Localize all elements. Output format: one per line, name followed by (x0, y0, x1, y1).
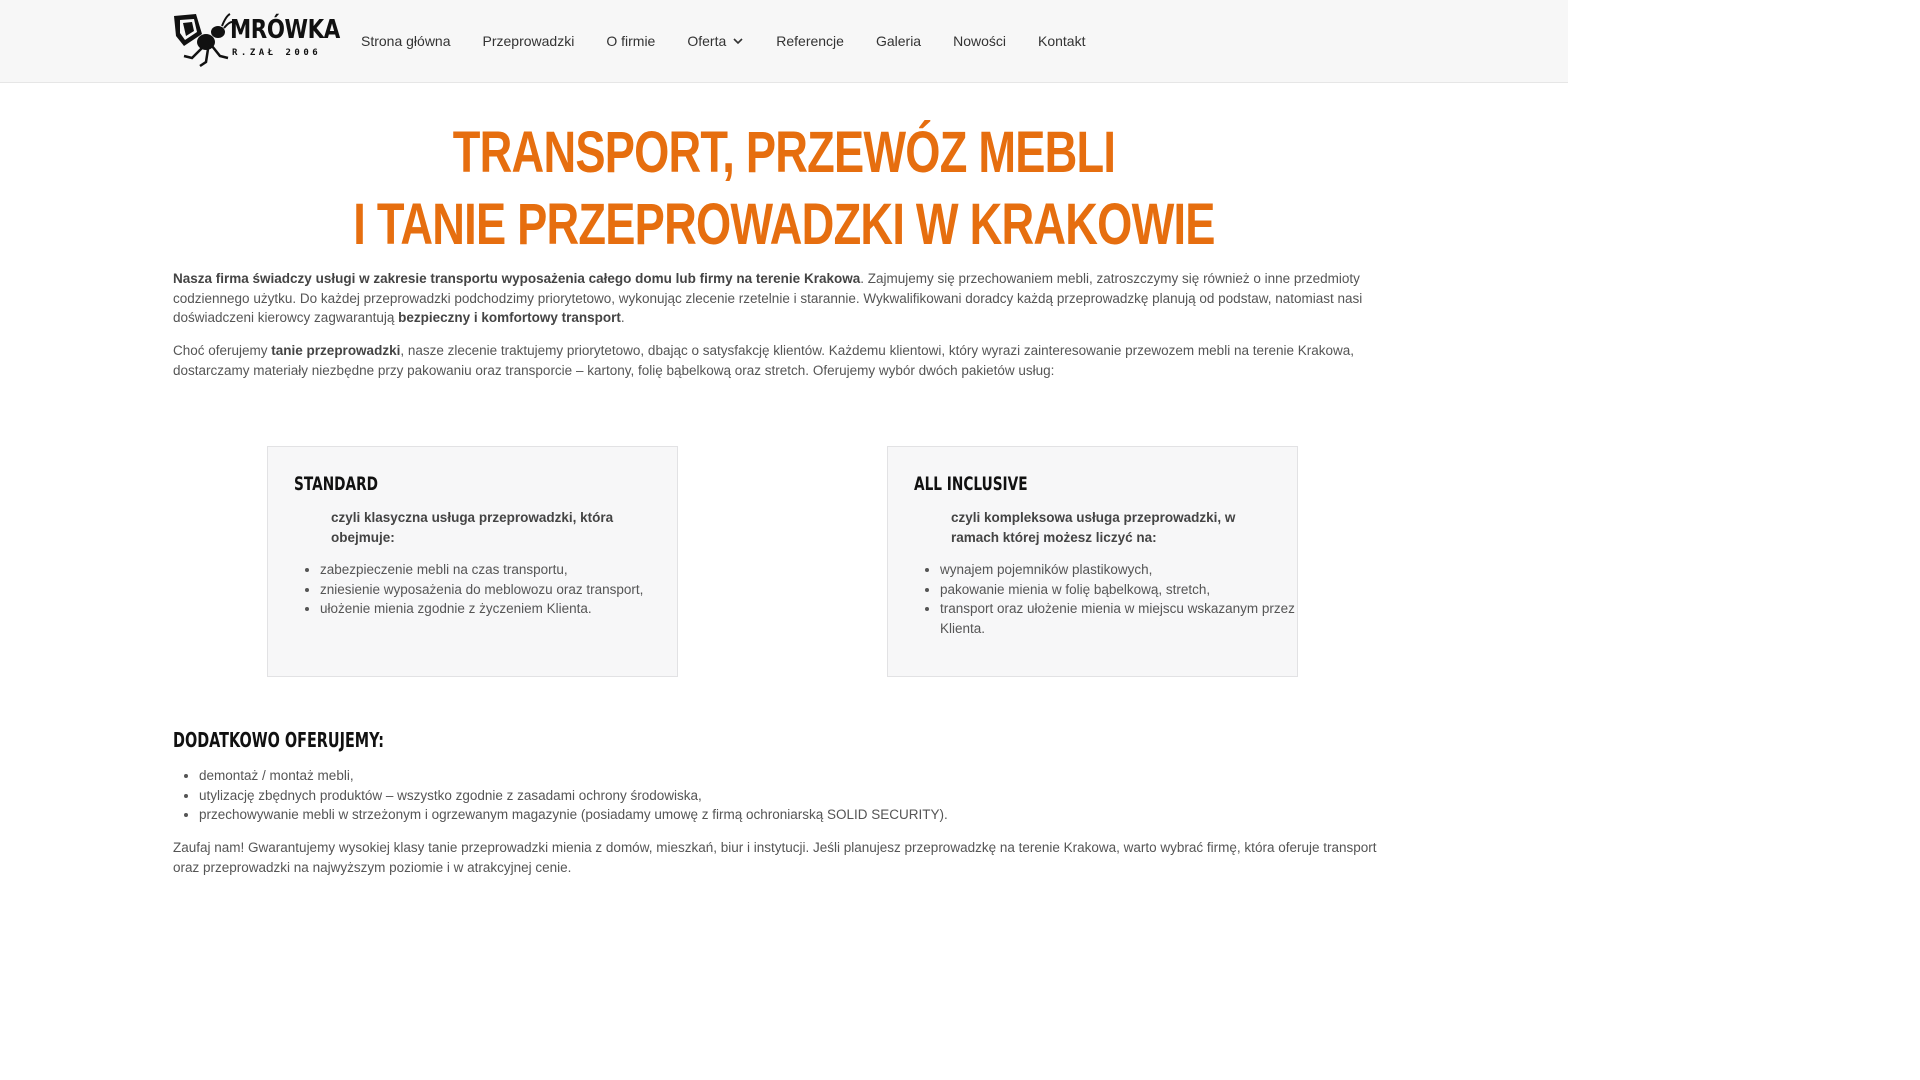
page-title-line-1: TRANSPORT, PRZEWÓZ MEBLI (452, 120, 1116, 185)
nav-item-oferta[interactable] (671, 33, 760, 49)
logo-name: MRÓWKA (230, 15, 340, 45)
extras-title: DODATKOWO OFERUJEMY: (173, 728, 385, 752)
list-item: • transport oraz ułożenie mienia w miejscu wskazanym przez Klienta. (940, 599, 1295, 638)
nav-item-label: Nowości (953, 33, 1006, 49)
list-item: • demontaż / montaż mebli, (199, 766, 948, 786)
nav-item-label: Oferta (687, 33, 727, 49)
intro-text: . (620, 310, 625, 326)
package-list (320, 560, 675, 619)
package-title: ALL INCLUSIVE (914, 473, 1028, 495)
intro-paragraph-1 (173, 269, 1395, 328)
extras-list (199, 766, 948, 825)
nav-item-label: Referencje (776, 33, 844, 49)
nav-item-label: Kontakt (1038, 33, 1086, 49)
ant-logo-icon (172, 12, 232, 68)
nav-item-label: Galeria (875, 33, 922, 49)
list-item: • zabezpieczenie mebli na czas transportu, (320, 560, 675, 580)
package-list (940, 560, 1295, 638)
main-nav (345, 0, 1101, 82)
main-content (173, 83, 1395, 875)
intro-bold-text: Nasza firma świadczy usługi w zakresie transportu wyposażenia całego domu lub firmy na terenie Krakowa (173, 271, 861, 286)
nav-item-referencje[interactable] (760, 33, 860, 49)
nav-item-kontakt[interactable] (1022, 33, 1101, 49)
list-item: • zniesienie wyposażenia do meblowozu oraz transport, (320, 580, 675, 600)
logo-subtitle: R.ZAŁ 2006 (232, 48, 322, 58)
site-logo[interactable] (172, 12, 340, 68)
package-title: STANDARD (294, 473, 378, 495)
nav-item-label: Przeprowadzki (482, 33, 575, 49)
intro-text: . Zajmujemy się przechowaniem mebli, zatroszczymy się również o inne przedmioty codziennego użytku. Do każdej przeprowadzki podchodzimy priorytetowo, wykonując zlecenie rzetelnie i starannie. Wykwalifikowani doradcy każdą przeprowadzkę planują od podstaw, natomiast nasi doświadczeni kierowcy zagwarantują (173, 271, 1363, 326)
intro-bold-text: tanie przeprowadzki (271, 343, 401, 358)
package-standard (267, 446, 678, 677)
list-item: • utylizację zbędnych produktów – wszystko zgodnie z zasadami ochrony środowiska, (199, 786, 948, 806)
page-title-line-2: I TANIE PRZEPROWADZKI W KRAKOWIE (353, 192, 1215, 257)
list-item: • ułożenie mienia zgodnie z życzeniem Klienta. (320, 599, 675, 619)
package-all-inclusive (887, 446, 1298, 677)
intro-text: , nasze zlecenie traktujemy priorytetowo, dbając o satysfakcję klientów. Każdemu klientowi, który wyrazi zainteresowanie przewozem mebli na terenie Krakowa, dostarczamy materiały niezbędne przy pakowaniu oraz transporcie – kartony, folię bąbelkową oraz stretch. Oferujemy wybór dwóch pakietów usług: (173, 343, 1355, 378)
nav-item-strona-glowna[interactable] (345, 33, 467, 49)
list-item: • wynajem pojemników plastikowych, (940, 560, 1295, 580)
site-header (0, 0, 1568, 83)
package-lead: czyli kompleksowa usługa przeprowadzki, w ramach której możesz liczyć na: (951, 510, 1236, 545)
list-item: • przechowywanie mebli w strzeżonym i ogrzewanym magazynie (posiadamy umowę z firmą ochroniarską SOLID SECURITY). (199, 805, 948, 825)
intro-bold-text: bezpieczny i komfortowy transport (398, 310, 621, 326)
chevron-down-icon (732, 35, 744, 47)
list-item: • pakowanie mienia w folię bąbelkową, stretch, (940, 580, 1295, 600)
nav-item-galeria[interactable] (860, 33, 937, 49)
intro-text: Choć oferujemy (173, 343, 272, 358)
intro-paragraph-2 (173, 341, 1395, 380)
nav-item-o-firmie[interactable] (590, 33, 671, 49)
nav-item-label: O firmie (606, 33, 656, 49)
package-lead: czyli klasyczna usługa przeprowadzki, która obejmuje: (331, 510, 614, 545)
nav-item-przeprowadzki[interactable] (467, 33, 591, 49)
nav-item-nowosci[interactable] (937, 33, 1022, 49)
page-title (307, 117, 1260, 261)
closing-paragraph: Zaufaj nam! Gwarantujemy wysokiej klasy tanie przeprowadzki mienia z domów, mieszkań, biur i instytucji. Jeśli planujesz przeprowadzkę na terenie Krakowa, warto wybrać firmę, która oferuje transport oraz przeprowadzki na najwyższym poziomie i w atrakcyjnej cenie. (173, 840, 1377, 875)
nav-item-label: Strona główna (361, 33, 451, 49)
